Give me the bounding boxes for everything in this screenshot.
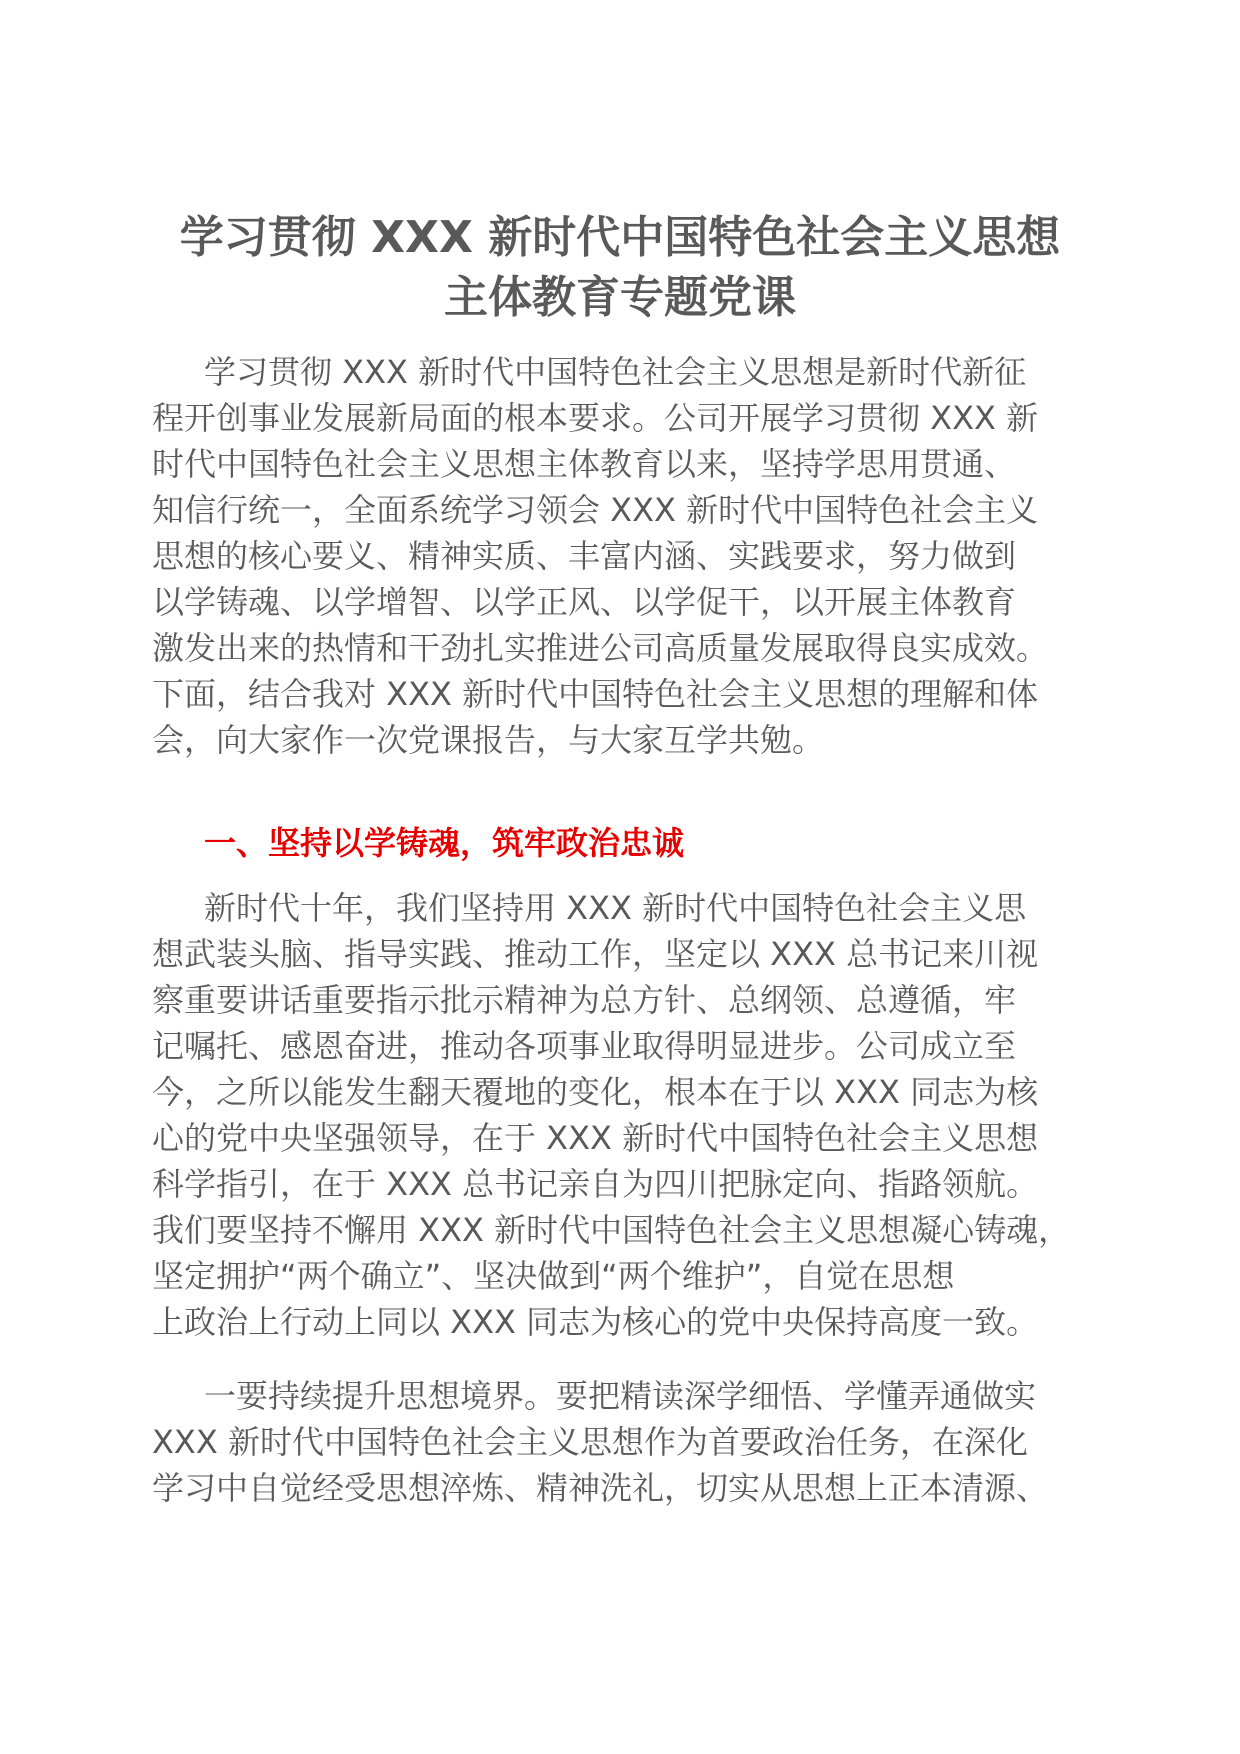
section-1-line: 心的党中央坚强领导，在于 XXX 新时代中国特色社会主义思想 [152, 1119, 1039, 1157]
section-1-paragraph [152, 885, 1112, 1345]
intro-paragraph [152, 349, 1112, 763]
section-1-line: 想武装头脑、指导实践、推动工作，坚定以 XXX 总书记来川视 [152, 935, 1039, 973]
intro-line: 知信行统一，全面系统学习领会 XXX 新时代中国特色社会主义 [152, 491, 1039, 529]
intro-line: 下面，结合我对 XXX 新时代中国特色社会主义思想的理解和体 [152, 675, 1039, 713]
section-1-line: 上政治上行动上同以 XXX 同志为核心的党中央保持高度一致。 [152, 1303, 1039, 1341]
section-1-heading: 一、坚持以学铸魂，筑牢政治忠诚 [204, 824, 685, 862]
intro-line: 程开创事业发展新局面的根本要求。公司开展学习贯彻 XXX 新 [152, 399, 1039, 437]
point-1-line: 一要持续提升思想境界。要把精读深学细悟、学懂弄通做实 [204, 1377, 1037, 1415]
section-1-line: 记嘱托、感恩奋进，推动各项事业取得明显进步。公司成立至 [152, 1027, 1017, 1065]
section-1-line: 科学指引，在于 XXX 总书记亲自为四川把脉定向、指路领航。 [152, 1165, 1039, 1203]
intro-line: 时代中国特色社会主义思想主体教育以来，坚持学思用贯通、 [152, 445, 1017, 483]
section-1-line: 我们要坚持不懈用 XXX 新时代中国特色社会主义思想凝心铸魂， [152, 1211, 1071, 1249]
point-1-line: XXX 新时代中国特色社会主义思想作为首要政治任务，在深化 [152, 1423, 1028, 1461]
section-1-line: 新时代十年，我们坚持用 XXX 新时代中国特色社会主义思 [204, 889, 1027, 927]
intro-line: 会，向大家作一次党课报告，与大家互学共勉。 [152, 721, 825, 759]
intro-line: 学习贯彻 XXX 新时代中国特色社会主义思想是新时代新征 [204, 353, 1027, 391]
document-title-line-2: 主体教育专题党课 [444, 272, 796, 323]
section-1-line: 坚定拥护“两个确立”、坚决做到“两个维护”，自觉在思想 [152, 1257, 955, 1295]
intro-line: 思想的核心要义、精神实质、丰富内涵、实践要求，努力做到 [152, 537, 1017, 575]
intro-line: 以学铸魂、以学增智、以学正风、以学促干，以开展主体教育 [152, 583, 1017, 621]
section-1-line: 今，之所以能发生翻天覆地的变化，根本在于以 XXX 同志为核 [152, 1073, 1039, 1111]
section-1-point-1-paragraph [152, 1373, 1112, 1511]
point-1-line: 学习中自觉经受思想淬炼、精神洗礼，切实从思想上正本清源、 [152, 1469, 1049, 1507]
section-1-line: 察重要讲话重要指示批示精神为总方针、总纲领、总遵循，牢 [152, 981, 1017, 1019]
intro-line: 激发出来的热情和干劲扎实推进公司高质量发展取得良实成效。 [152, 629, 1049, 667]
document-title-line-1: 学习贯彻 XXX 新时代中国特色社会主义思想 [179, 212, 1061, 263]
